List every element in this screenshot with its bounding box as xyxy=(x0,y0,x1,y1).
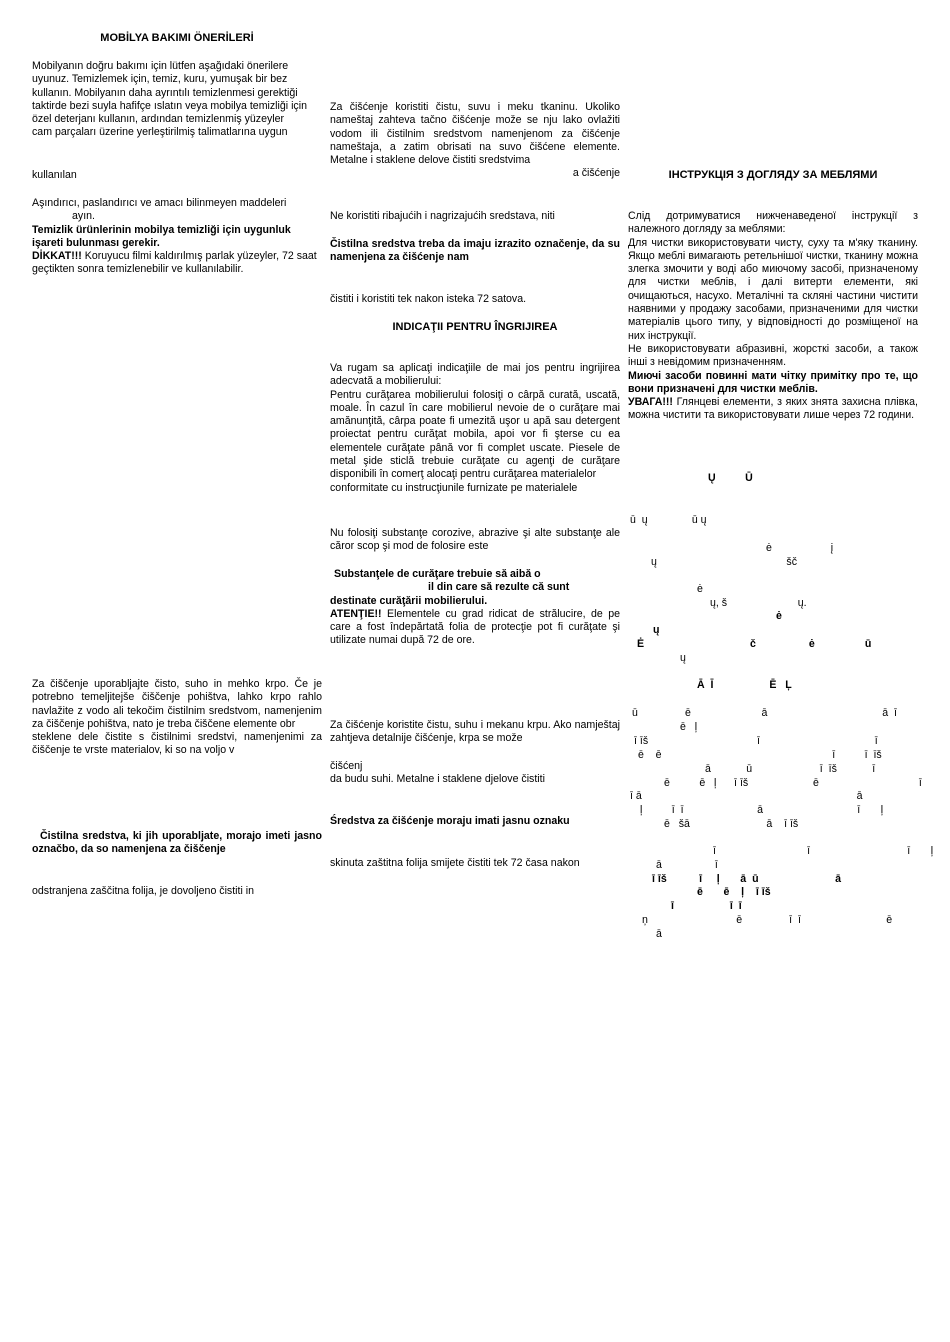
lt-line: ė xyxy=(776,610,782,622)
tr-use xyxy=(32,169,322,182)
lv-line: ē ļ xyxy=(680,721,698,733)
lt-line: ė xyxy=(697,583,703,595)
tr-bold-notice: Temizlik ürünlerinin mobilya temizliği için uygunluk işareti bulunması gerekir. xyxy=(32,223,291,249)
lv-line: ē ē ļ ī īš xyxy=(697,886,771,898)
ro-title-block xyxy=(330,321,620,334)
hr-bold-notice: Średstva za čišćenje moraju imati jasnu oznaku xyxy=(330,815,570,827)
sr-para-2: Ne koristiti ribajućih i nagrizajućih sredstava, niti xyxy=(330,210,555,222)
uk-title-block xyxy=(628,169,918,182)
lt-line: ų, š ų. xyxy=(710,597,807,609)
tr-warning xyxy=(32,250,322,277)
lt-line: Ė č ė ū xyxy=(637,638,872,650)
lv-line: ļ ī ī ā ī ļ xyxy=(640,804,884,816)
lt-line: ų xyxy=(653,624,660,636)
ro-para-1: Va rugam sa aplicaţi indicaţiile de mai jos pentru ingrijirea adecvată a mobilierului: xyxy=(330,362,620,388)
sr-section xyxy=(330,101,620,181)
ro-bold-2: il din care să rezulte că sunt xyxy=(428,581,570,594)
lv-line: ī ā ā xyxy=(630,790,863,802)
hr-para-3: da budu suhi. Metalne i staklene djelove čistiti xyxy=(330,773,545,786)
uk-warning xyxy=(628,396,918,423)
sl-para-1: Za čiščenje uporabljajte čisto, suho in mehko krpo. Če je potrebno temeljitejše čiščenje pohištva, lahko krpo rahlo navlažite z vodo ali tekočim čistilnim sredstvom, namenjenim za čiščenje pohištva, nato je treba čiščene elemente obr xyxy=(32,678,322,730)
ro-warning xyxy=(330,608,620,648)
ro-para-3: conformitate cu instrucţiunile furnizate pe materialele xyxy=(330,481,578,494)
hr-para-2: čišćenj xyxy=(330,760,363,772)
sr-bold-notice: Čistilna sredstva treba da imaju izrazito označenje, da su namenjena za čišćenje nam xyxy=(330,238,620,264)
tr-avoid xyxy=(32,197,322,277)
tr-title: MOBİLYA BAKIMI ÖNERİLERİ xyxy=(100,32,254,44)
uk-section xyxy=(628,210,918,423)
lv-line: ī īš ī ļ ā ū ā xyxy=(652,873,841,885)
sl-para-3: odstranjena zaščitna folija, je dovoljeno čistiti in xyxy=(32,885,255,897)
tr-use-text: kullanılan xyxy=(32,169,77,181)
hr-end-block xyxy=(330,857,620,870)
sr-end-block xyxy=(330,293,620,306)
sl-bold-notice: Čistilna sredstva, ki jih uporabljate, morajo imeti jasno označbo, da so namenjena za čiščenje xyxy=(32,830,322,856)
ro-bold-3: destinate curăţării mobilierului. xyxy=(330,594,488,607)
sl-para-2: steklene dele čistite s čistilnimi sredstvi, namenjenimi za čiščenje te vrste materialov, ki so na voljo v xyxy=(32,731,322,757)
ro-warning-text: Elementele cu grad ridicat de strălucire, de pe care a fost îndepărtată folia de protecţie pot fi curăţate şi utilizate numai după 72 de ore. xyxy=(330,607,620,647)
lv-line: ē ē ī ī īš xyxy=(638,749,882,761)
lt-line: ų xyxy=(680,652,686,664)
uk-title: ІНСТРУКЦІЯ З ДОГЛЯДУ ЗА МЕБЛЯМИ xyxy=(668,169,878,181)
tr-warning-label: DİKKAT!!! xyxy=(32,250,82,263)
ro-title: INDICAŢII PENTRU ÎNGRIJIREA xyxy=(392,321,558,333)
uk-para-3: Не використовувати абразивні, жорсткі засоби, а також інші з невідомим призначенням. xyxy=(628,342,918,369)
lv-line: ā ū ī īš ī xyxy=(705,763,876,775)
sr-bold-block xyxy=(330,238,620,265)
tr-body xyxy=(32,60,322,140)
lv-line: ā ī xyxy=(656,859,718,871)
lt-line: ė į xyxy=(766,542,834,554)
sr-avoid xyxy=(330,210,620,223)
lv-line: ņ ē ī ī ē xyxy=(642,914,893,926)
lv-line: ī ī ī xyxy=(671,900,742,912)
hr-bold-block xyxy=(330,815,620,828)
uk-bold-notice: Миючі засоби повинні мати чітку примітку про те, що вони призначені для чистки меблів. xyxy=(628,369,918,395)
ro-bold-block xyxy=(330,568,620,648)
sl-end-block xyxy=(32,885,322,898)
sr-para-3: čistiti i koristiti tek nakon isteka 72 satova. xyxy=(330,293,527,305)
sl-bold-block xyxy=(32,830,322,857)
uk-warning-label: УВАГА!!! xyxy=(628,396,673,409)
tr-avoid-end: ayın. xyxy=(72,210,95,223)
hr-para-1: Za čišćenje koristite čistu, suhu i mekanu krpu. Ako namještaj zahtjeva detalnije čišćenje, krpa se može xyxy=(330,719,620,745)
uk-warning-text: Глянцеві елементи, з яких знята захисна плівка, можна чистити та використовувати лише через 72 години. xyxy=(628,396,918,422)
ro-avoid xyxy=(330,527,620,554)
sr-para-1-end: a čišćenje xyxy=(572,167,620,180)
tr-warning-text: Koruyucu filmi kaldırılmış parlak yüzeyler, 72 saat geçtikten sonra temizlenebilir ve kullanılabilir. xyxy=(32,250,317,276)
tr-avoid-text: Aşındırıcı, paslandırıcı ve amacı bilinmeyen maddeleri xyxy=(32,197,287,209)
ro-section xyxy=(330,362,620,495)
hr-para-4: skinuta zaštitna folija smijete čistiti tek 72 časa nakon xyxy=(330,857,580,869)
hr-mid xyxy=(330,760,620,787)
lv-line: ī ī ī ļ xyxy=(713,845,934,857)
tr-intro-1: Mobilyanın doğru bakımı için lütfen aşağıdaki önerilere uyunuz. Temizlemek için, temiz, kuru, yumuşak bir bez kullanın. Mobilyanın daha ayrıntılı temizlenmesi gerektiği taktirde bezi suyla hafifçe ıslatın veya mobilya temizliği için özel deterjanı kullanın, ardından temizlenmiş yüzeyler xyxy=(32,60,307,126)
lv-line: ā xyxy=(656,928,662,940)
ro-para-4: Nu folosiţi substanţe corozive, abrazive şi alte substanţe ale căror scop şi mod de folosire este xyxy=(330,527,620,553)
tr-intro-2: cam parçaları üzerine yerleştirilmiş talimatlarına uygun xyxy=(32,126,288,139)
ro-bold-1: Substanţele de curăţare trebuie să aibă o xyxy=(334,568,541,580)
lv-line: ū ē ā ā ī xyxy=(632,707,897,719)
uk-para-2: Для чистки використовувати чисту, суху та м'яку тканину. Якщо меблі вимагають ретельнішої чистки, тканину можна злегка змочити у воді або миючому засобі, призначеному для чистки меблів, і далі витерти елементи, які очищаються, насухо. Металічні та скляні частини чистити наявними у продажу засобами, призначеними для чистки матеріалів цього типу, у відповідності до розміщеної на них інструкції. xyxy=(628,236,918,342)
lt-line: ū ų ū ų xyxy=(630,514,707,526)
hr-section xyxy=(330,719,620,746)
lv-line: ē ē ļ ī īš ē ī xyxy=(664,777,922,789)
sr-para-1: Za čišćenje koristiti čistu, suvu i meku tkaninu. Ukoliko nameštaj zahteva tačno čišćenje može se nju lako ovlažiti vodom ili čistilnim sredstvom namenjenom za čišćenje nameštaja, a zatim obrisati na suvo čišćene elemente. Metalne i staklene delove čistiti sredstvima xyxy=(330,101,620,167)
lt-line: ų šč xyxy=(651,556,797,568)
tr-section xyxy=(32,32,322,45)
lt-line: Ų Ū xyxy=(708,472,753,484)
lv-line: ī īš ī ī xyxy=(634,735,878,747)
ro-warning-label: ATENŢIE!! xyxy=(330,607,382,620)
lv-line: Ā Ī Ē Ļ xyxy=(697,679,792,691)
ro-para-2: Pentru curăţarea mobilierului folosiţi o cârpă curată, uscată, moale. În cazul în care mobilierul nevoie de o curăţare mai amănunţită, cârpa poate fi umezită uşor u apă sau detergent proiectat pentru curăţat mobila, apoi vor fi şterse cu ea elementele curăţate până vor fi complet uscate. Piesele de metal şide sticlă trebuie curăţate cu agenţi de curăţare disponibili în comerţ alocaţi pentru curăţarea materialelor xyxy=(330,388,620,481)
uk-para-1: Слід дотримуватися нижченаведеної інструкції з належного догляду за меблями: xyxy=(628,210,918,236)
sl-section xyxy=(32,678,322,758)
lv-line: ē šā ā ī īš xyxy=(664,818,799,830)
